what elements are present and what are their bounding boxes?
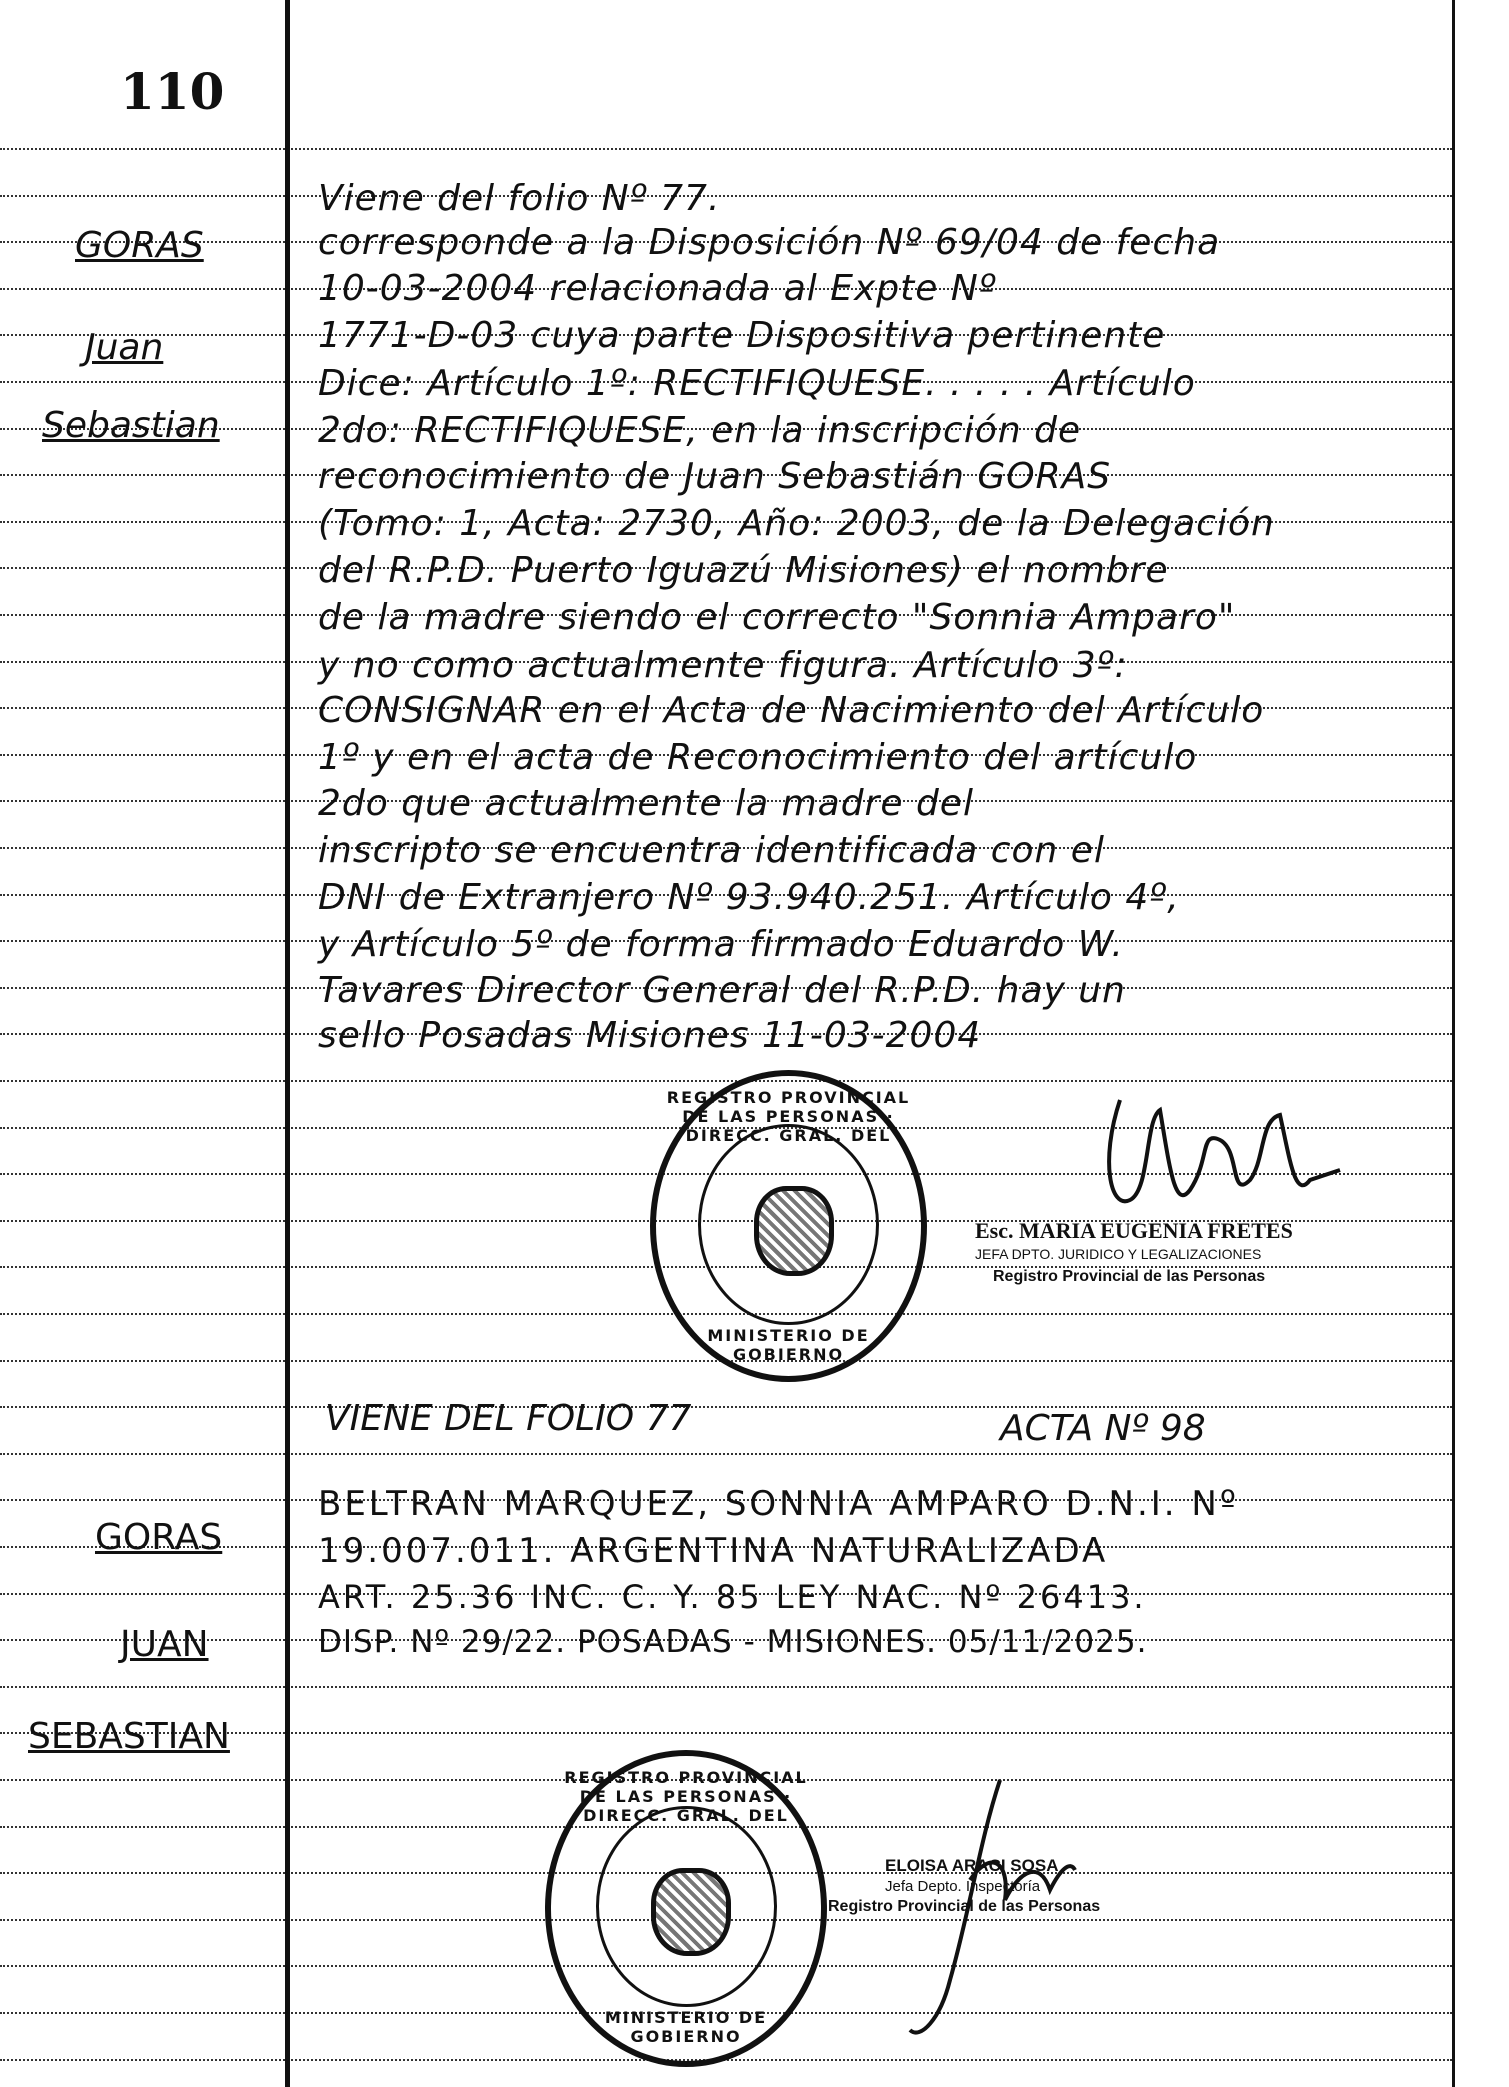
body-line: inscripto se encuentra identificada con el bbox=[318, 830, 1105, 871]
folio-number: 110 bbox=[120, 62, 225, 121]
body-line: DNI de Extranjero Nº 93.940.251. Artículo 4º, bbox=[318, 877, 1180, 918]
body-line: 1771-D-03 cuya parte Dispositiva pertinente bbox=[318, 315, 1166, 356]
body-line: sello Posadas Misiones 11-03-2004 bbox=[318, 1015, 982, 1056]
stamp-office: Registro Provincial de las Personas bbox=[828, 1898, 1101, 1915]
right-rule bbox=[1452, 0, 1455, 2087]
body-line: CONSIGNAR en el Acta de Nacimiento del Artículo bbox=[318, 690, 1265, 731]
seal-inner-text: MINISTERIO DE GOBIERNO bbox=[707, 1326, 870, 1364]
ruled-line bbox=[0, 1406, 1452, 1408]
ruled-line bbox=[0, 1453, 1452, 1455]
stamp-role: JEFA DPTO. JURIDICO Y LEGALIZACIONES bbox=[975, 1246, 1262, 1262]
coat-of-arms-icon bbox=[651, 1868, 731, 1956]
seal-outer-text: REGISTRO PROVINCIAL DE LAS PERSONAS · DIRECC. GRAL. DEL bbox=[666, 1088, 911, 1145]
coat-of-arms-icon bbox=[754, 1186, 834, 1276]
body-line: Dice: Artículo 1º: RECTIFIQUESE. . . . . Artículo bbox=[318, 363, 1196, 404]
ruled-line bbox=[0, 148, 1452, 150]
margin-surname: GORAS bbox=[75, 225, 204, 266]
body-line: ART. 25.36 INC. C. Y. 85 LEY NAC. Nº 26413. bbox=[318, 1578, 1147, 1616]
stamp-name: ELOISA ARACI SOSA bbox=[885, 1856, 1059, 1875]
entry2-header-right: ACTA Nº 98 bbox=[1000, 1408, 1206, 1449]
body-line: corresponde a la Disposición Nº 69/04 de fecha bbox=[318, 222, 1221, 263]
margin-first-name: Juan bbox=[85, 327, 164, 368]
body-line: y no como actualmente figura. Artículo 3º: bbox=[318, 645, 1128, 686]
stamp-name: Esc. MARIA EUGENIA FRETES bbox=[975, 1218, 1293, 1243]
body-line: (Tomo: 1, Acta: 2730, Año: 2003, de la Delegación bbox=[318, 503, 1275, 544]
body-line: 1º y en el acta de Reconocimiento del artículo bbox=[318, 737, 1198, 778]
stamp-office: Registro Provincial de las Personas bbox=[993, 1268, 1266, 1285]
official-seal bbox=[650, 1070, 927, 1382]
entry2-header-left: VIENE DEL FOLIO 77 bbox=[325, 1398, 692, 1439]
body-line: del R.P.D. Puerto Iguazú Misiones) el nombre bbox=[318, 550, 1169, 591]
body-line: 10-03-2004 relacionada al Expte Nº bbox=[318, 268, 997, 309]
body-line: Tavares Director General del R.P.D. hay un bbox=[318, 970, 1126, 1011]
signature-1 bbox=[1090, 1080, 1350, 1230]
ruled-line bbox=[0, 195, 1452, 197]
official-seal bbox=[545, 1750, 827, 2067]
seal-outer-text: REGISTRO PROVINCIAL DE LAS PERSONAS · DIRECC. GRAL. DEL bbox=[564, 1768, 808, 1825]
stamp-role: Jefa Depto. Inspectoría bbox=[885, 1878, 1041, 1895]
margin-rule bbox=[285, 0, 290, 2087]
margin-second-name: Sebastian bbox=[42, 405, 220, 446]
body-line: DISP. Nº 29/22. POSADAS - MISIONES. 05/11/2025. bbox=[318, 1624, 1148, 1660]
body-line: reconocimiento de Juan Sebastián GORAS bbox=[318, 456, 1112, 497]
seal-inner-text: MINISTERIO DE GOBIERNO bbox=[604, 2008, 768, 2046]
body-line: 2do: RECTIFIQUESE, en la inscripción de bbox=[318, 410, 1082, 451]
body-line: de la madre siendo el correcto "Sonnia Amparo" bbox=[318, 597, 1236, 638]
margin-surname: GORAS bbox=[95, 1517, 223, 1558]
body-line: BELTRAN MARQUEZ, SONNIA AMPARO D.N.I. Nº bbox=[318, 1484, 1239, 1524]
margin-first-name: JUAN bbox=[120, 1624, 209, 1665]
ruled-line bbox=[0, 1686, 1452, 1688]
body-line: 2do que actualmente la madre del bbox=[318, 783, 974, 824]
body-line: Viene del folio Nº 77. bbox=[318, 178, 721, 219]
body-line: 19.007.011. ARGENTINA NATURALIZADA bbox=[318, 1531, 1109, 1571]
margin-second-name: SEBASTIAN bbox=[28, 1716, 230, 1757]
body-line: y Artículo 5º de forma firmado Eduardo W. bbox=[318, 924, 1124, 965]
